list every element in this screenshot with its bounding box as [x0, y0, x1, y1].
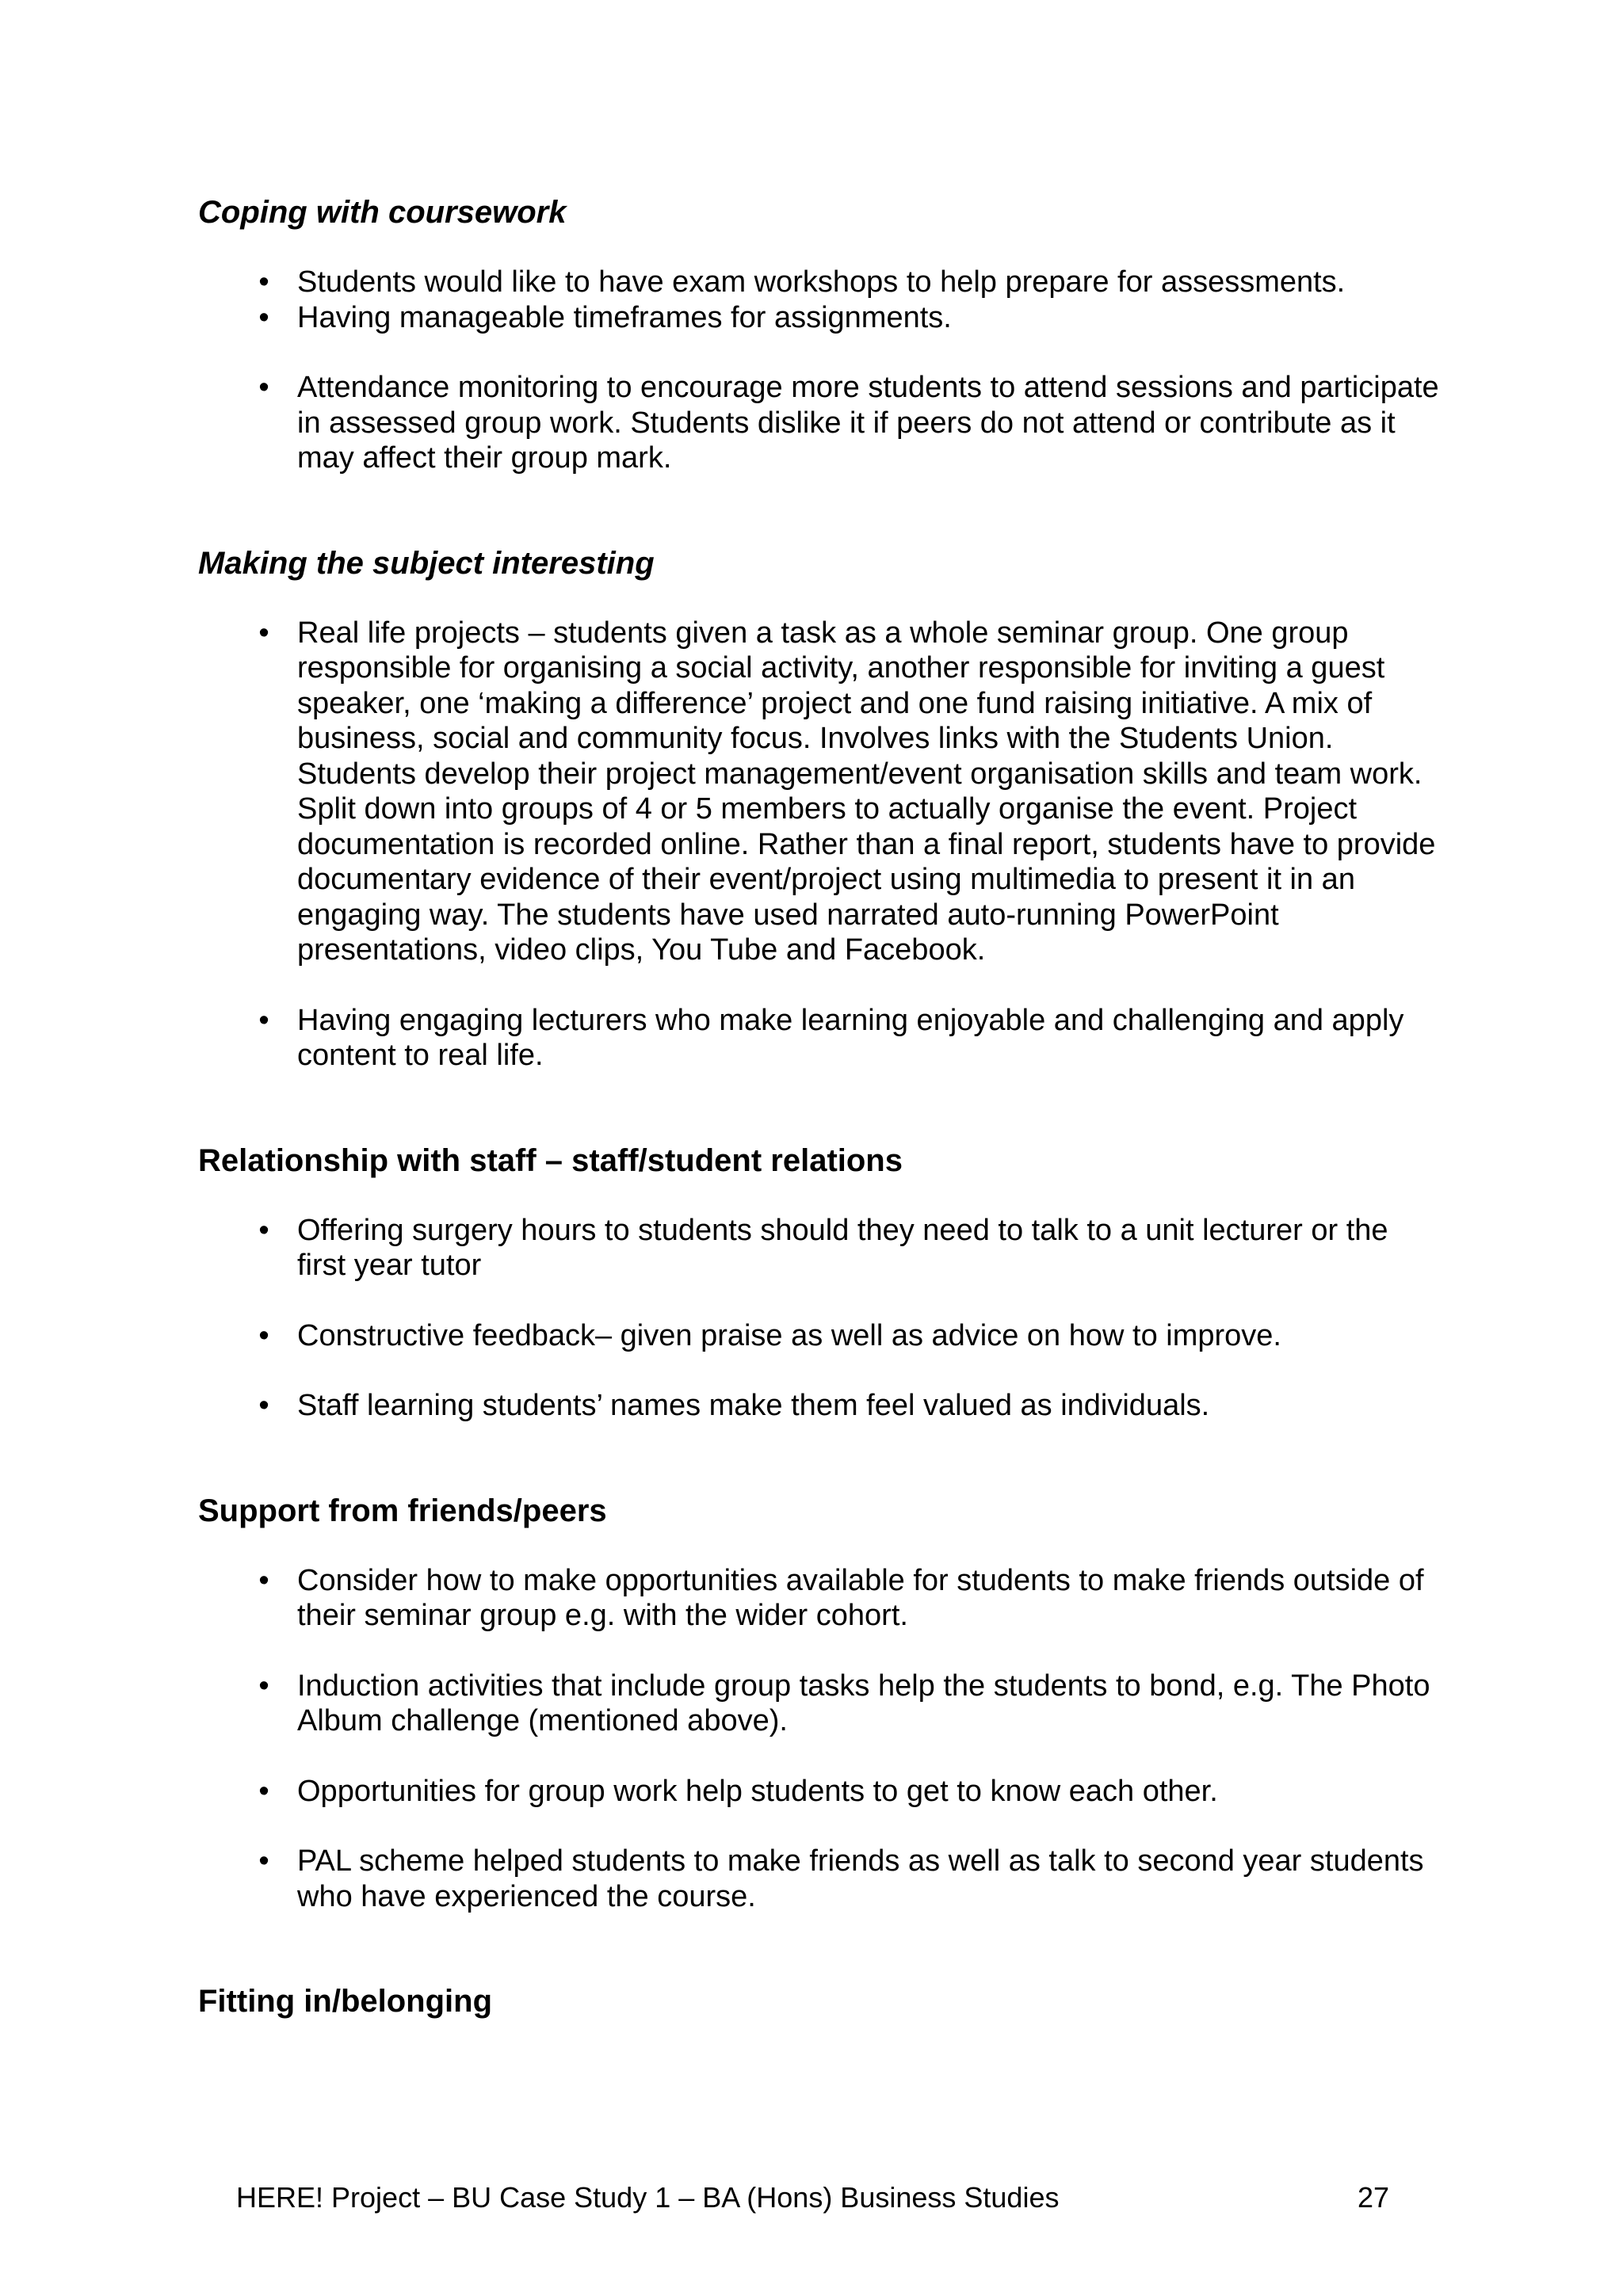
bullet-icon: •: [258, 1774, 269, 1808]
list-item-text: Attendance monitoring to encourage more students to attend sessions and participate in assessed group work. Students dislike it if peers do not attend or contribute as it may affect their group mark.: [297, 371, 1439, 475]
list-item-text: PAL scheme helped students to make friends as well as talk to second year students who have experienced the course.: [297, 1844, 1424, 1913]
list-item: [198, 265, 1442, 300]
bullet-icon: •: [258, 1669, 269, 1703]
list-item: [198, 300, 1442, 336]
list-item: [198, 616, 1442, 968]
bullet-list-staff: [198, 1213, 1442, 1424]
list-item-text: Offering surgery hours to students should they need to talk to a unit lecturer or the first year tutor: [297, 1213, 1388, 1282]
list-item-text: Real life projects – students given a task as a whole seminar group. One group responsible for organising a social activity, another responsible for inviting a guest speaker, one ‘making a difference’ project and one fund raising initiative. A mix of business, social and community focus. Involves links with the Students Union. Students develop their project management/event organisation skills and team work. Split down into groups of 4 or 5 members to actually organise the event. Project documentation is recorded online. Rather than a final report, students have to provide documentary evidence of their event/project using multimedia to present it in an engaging way. The students have used narrated auto-running PowerPoint presentations, video clips, You Tube and Facebook.: [297, 616, 1436, 967]
bullet-icon: •: [258, 371, 269, 404]
list-item: [198, 1774, 1442, 1810]
list-item: [198, 1388, 1442, 1424]
list-item-text: Staff learning students’ names make them feel valued as individuals.: [297, 1389, 1210, 1422]
list-item: [198, 1563, 1442, 1634]
bullet-list-support: [198, 1563, 1442, 1915]
footer-title: HERE! Project – BU Case Study 1 – BA (Hons) Business Studies: [236, 2181, 1060, 2214]
section-heading-support-from-friends: Support from friends/peers: [198, 1493, 607, 1528]
list-item: [198, 1318, 1442, 1354]
list-item-text: Consider how to make opportunities available for students to make friends outside of their seminar group e.g. with the wider cohort.: [297, 1563, 1424, 1632]
list-item-text: Constructive feedback– given praise as well as advice on how to improve.: [297, 1318, 1281, 1352]
list-item: [198, 1844, 1442, 1914]
bullet-list-coping: [198, 265, 1442, 476]
bullet-list-interesting: [198, 616, 1442, 1074]
list-item-text: Having manageable timeframes for assignments.: [297, 300, 952, 334]
section-heading-coping-with-coursework: Coping with coursework: [198, 195, 567, 230]
page-content: [198, 193, 1442, 2020]
bullet-icon: •: [258, 1003, 269, 1037]
section-heading-making-subject-interesting: Making the subject interesting: [198, 545, 655, 581]
list-item: [198, 370, 1442, 476]
list-item: [198, 1213, 1442, 1283]
bullet-icon: •: [258, 1563, 269, 1597]
bullet-icon: •: [258, 1844, 269, 1878]
bullet-icon: •: [258, 1389, 269, 1422]
section-heading-fitting-in: Fitting in/belonging: [198, 1984, 493, 2019]
list-item-text: Having engaging lecturers who make learning enjoyable and challenging and apply content to real life.: [297, 1003, 1404, 1072]
bullet-icon: •: [258, 1213, 269, 1247]
list-item-text: Students would like to have exam workshops to help prepare for assessments.: [297, 265, 1346, 299]
bullet-icon: •: [258, 265, 269, 299]
list-item: [198, 1003, 1442, 1074]
bullet-icon: •: [258, 1318, 269, 1352]
page-number: 27: [1357, 2181, 1389, 2214]
bullet-icon: •: [258, 300, 269, 334]
bullet-icon: •: [258, 616, 269, 650]
list-item-text: Opportunities for group work help students to get to know each other.: [297, 1774, 1218, 1808]
list-item-text: Induction activities that include group tasks help the students to bond, e.g. The Photo Album challenge (mentioned above).: [297, 1669, 1430, 1737]
section-heading-relationship-with-staff: Relationship with staff – staff/student relations: [198, 1142, 903, 1178]
list-item: [198, 1669, 1442, 1739]
